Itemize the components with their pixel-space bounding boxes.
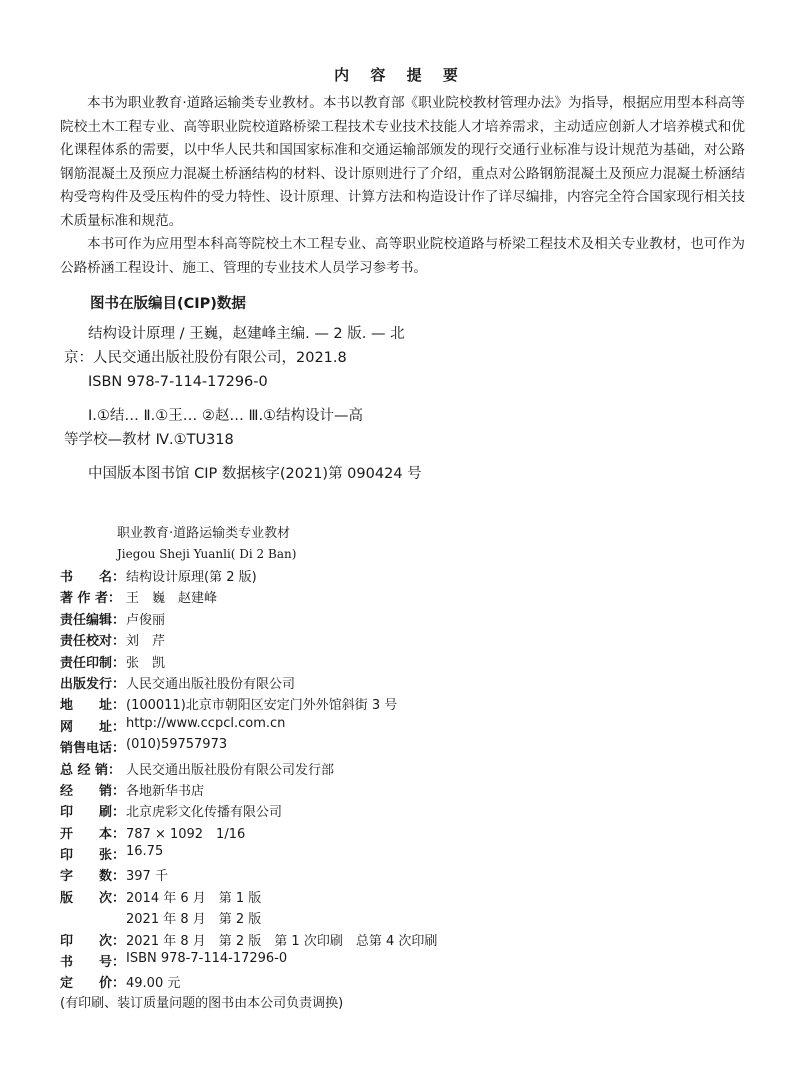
summary-title: 内 容 提 要 — [334, 66, 466, 84]
colophon-label: 书 号： — [60, 955, 126, 971]
colophon-label: 版 次： — [60, 890, 126, 906]
colophon-value: 北京虎彩文化传播有限公司 — [126, 805, 283, 821]
cip-line: 京：人民交通出版社股份有限公司，2021.8 — [64, 350, 347, 366]
colophon-row — [60, 587, 760, 608]
colophon-label: 著 作 者： — [60, 591, 122, 607]
colophon-label: 印 刷： — [60, 805, 126, 821]
colophon-value: ISBN 978-7-114-17296-0 — [126, 951, 288, 967]
colophon-row — [60, 759, 760, 780]
cip-line: Ⅰ.①结… Ⅱ.①王… ②赵… Ⅲ.①结构设计—高 — [88, 408, 364, 424]
colophon-value: 2014 年 6 月 第 1 版 — [126, 890, 262, 906]
colophon-label: 印 张： — [60, 848, 126, 864]
colophon-value: 结构设计原理(第 2 版) — [126, 570, 257, 585]
cip-line: 等学校—教材 Ⅳ.①TU318 — [64, 432, 234, 448]
summary-body — [60, 92, 745, 280]
colophon-row — [60, 823, 760, 844]
colophon-value: http://www.ccpcl.com.cn — [126, 715, 286, 731]
colophon-row — [60, 716, 760, 737]
colophon-value: 397 千 — [126, 869, 168, 885]
colophon-label: 出版发行： — [60, 676, 126, 692]
colophon-value: 49.00 元 — [126, 976, 181, 992]
colophon-row — [60, 652, 760, 673]
colophon-value: 卢俊丽 — [126, 612, 166, 628]
series-name: 职业教育·道路运输类专业教材 — [117, 526, 291, 541]
colophon-value: 787 × 1092 1/16 — [126, 826, 246, 842]
cip-line: 中国版本图书馆 CIP 数据核字(2021)第 090424 号 — [88, 466, 422, 482]
colophon-row — [60, 844, 760, 865]
colophon-label: 责任编辑： — [60, 612, 126, 628]
colophon-label: 定 价： — [60, 976, 126, 992]
pinyin-title: Jiegou Sheji Yuanli( Di 2 Ban) — [117, 547, 297, 561]
colophon-label: 销售电话： — [60, 741, 126, 757]
colophon-label: 开 本： — [60, 826, 126, 842]
colophon-row — [60, 908, 760, 929]
colophon-value: 2021 年 8 月 第 2 版 第 1 次印刷 总第 4 次印刷 — [126, 933, 438, 949]
colophon-row — [60, 609, 760, 630]
colophon-row — [60, 630, 760, 651]
colophon-table — [60, 566, 760, 994]
colophon-row — [60, 930, 760, 951]
colophon-value: 刘 芹 — [126, 634, 166, 650]
colophon-value: 各地新华书店 — [126, 783, 205, 799]
colophon-row — [60, 801, 760, 822]
colophon-value: 16.75 — [126, 844, 164, 860]
colophon-label: 网 址： — [60, 719, 126, 735]
colophon-value: (010)59757973 — [126, 737, 228, 753]
colophon-value: 人民交通出版社股份有限公司 — [126, 676, 296, 692]
colophon-label: 字 数： — [60, 869, 126, 885]
colophon-label: 印 次： — [60, 933, 126, 949]
colophon-row — [60, 673, 760, 694]
cip-block — [64, 322, 584, 486]
colophon-row — [60, 865, 760, 886]
cip-heading: 图书在版编目(CIP)数据 — [90, 296, 246, 312]
summary-paragraph: 本书可作为应用型本科高等院校土木工程专业、高等职业院校道路与桥梁工程技术及相关专业教材，也可作为公路桥涵工程设计、施工、管理的专业技术人员学习参考书。 — [60, 236, 745, 276]
colophon-value: 张 凯 — [126, 655, 166, 671]
colophon-label: 书 名： — [60, 570, 126, 585]
colophon-row — [60, 694, 760, 715]
colophon-label: 经 销： — [60, 783, 126, 799]
colophon-row — [60, 780, 760, 801]
cip-line: ISBN 978-7-114-17296-0 — [88, 374, 268, 390]
colophon-value: (100011)北京市朝阳区安定门外外馆斜街 3 号 — [126, 698, 398, 714]
colophon-row — [60, 566, 760, 587]
colophon-value: 人民交通出版社股份有限公司发行部 — [126, 762, 335, 778]
colophon-row — [60, 951, 760, 972]
colophon-row — [60, 887, 760, 908]
colophon-row — [60, 737, 760, 758]
cip-line: 结构设计原理 / 王巍，赵建峰主编. — 2 版. — 北 — [88, 326, 405, 342]
colophon-value: 2021 年 8 月 第 2 版 — [126, 912, 262, 928]
colophon-label: 总 经 销： — [60, 762, 122, 778]
quality-note: (有印刷、装订质量问题的图书由本公司负责调换) — [60, 996, 344, 1011]
colophon-label: 责任校对： — [60, 634, 126, 650]
colophon-label: 责任印制： — [60, 655, 126, 671]
colophon-label: 地 址： — [60, 698, 126, 714]
summary-paragraph: 本书为职业教育·道路运输类专业教材。本书以教育部《职业院校教材管理办法》为指导，根据应用型本科高等院校土木工程专业、高等职业院校道路桥梁工程技术专业技术技能人才培养需求，主动适应创新人才培养模式和优化课程体系的需要，以中华人民共和国国家标准和交通运输部颁发的现行交通行业标准与设计规范为基础，对公路钢筋混凝土及预应力混凝土桥涵结构的材料、设计原则进行了介绍，重点对公路钢筋混凝土及预应力混凝土桥涵结构受弯构件及受压构件的受力特性、设计原理、计算方法和构造设计作了详尽编排，内容完全符合国家现行相关技术质量标准和规范。 — [60, 95, 745, 229]
colophon-value: 王 巍 赵建峰 — [126, 591, 218, 607]
colophon-row — [60, 972, 760, 993]
